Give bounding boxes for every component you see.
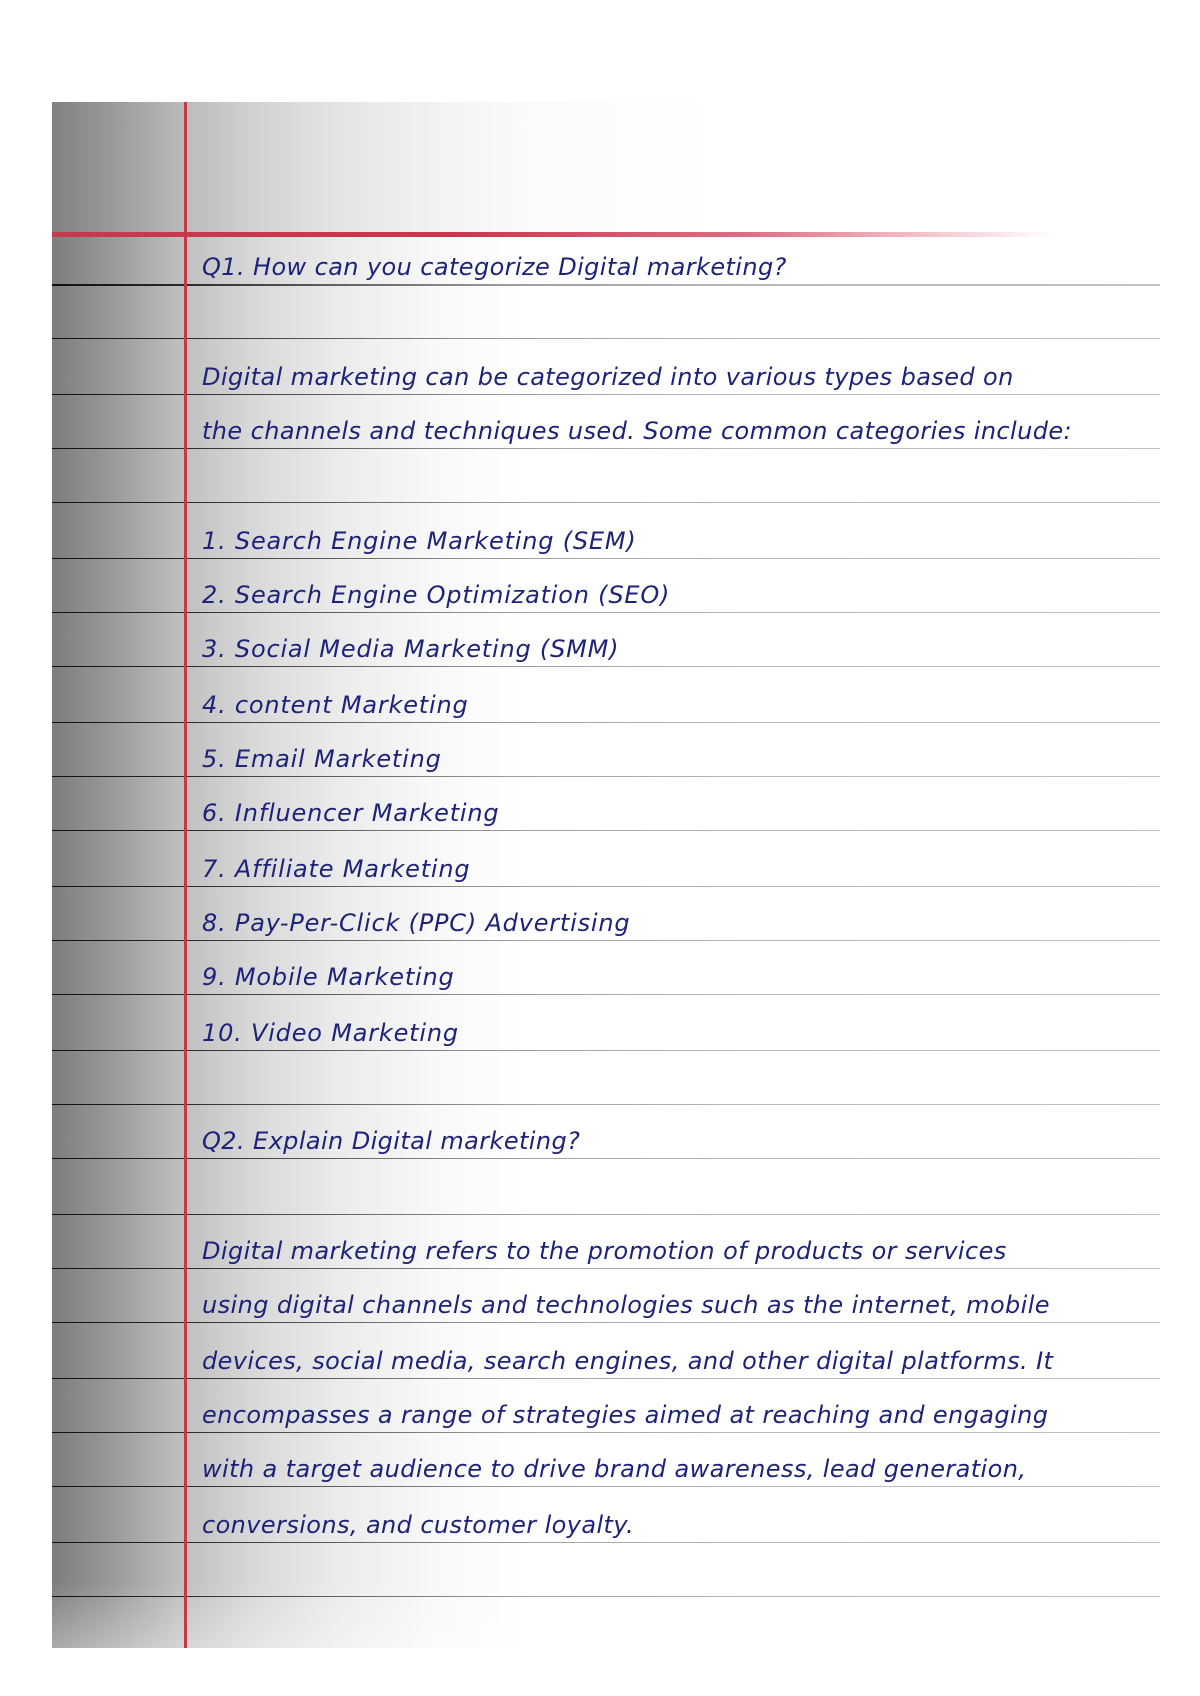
rule-line xyxy=(52,1542,1160,1543)
rule-line xyxy=(52,994,1160,995)
rule-line xyxy=(52,502,1160,503)
rule-line xyxy=(52,612,1160,613)
category-list-item: 5. Email Marketing xyxy=(202,745,442,773)
category-list-item: 3. Social Media Marketing (SMM) xyxy=(202,635,620,663)
rule-line xyxy=(52,1050,1160,1051)
category-list-item: 10. Video Marketing xyxy=(202,1019,459,1047)
rule-line xyxy=(52,1596,1160,1597)
rule-line xyxy=(52,1486,1160,1487)
category-list-item: 7. Affiliate Marketing xyxy=(202,855,471,883)
rule-line xyxy=(52,338,1160,339)
question-1-heading: Q1. How can you categorize Digital marketing? xyxy=(202,253,787,281)
answer-2-line: encompasses a range of strategies aimed at reaching and engaging xyxy=(202,1401,1049,1429)
page-top-shade xyxy=(52,102,1160,232)
category-list-item: 9. Mobile Marketing xyxy=(202,963,455,991)
rule-line xyxy=(52,722,1160,723)
answer-2-line: devices, social media, search engines, and other digital platforms. It xyxy=(202,1347,1054,1375)
category-list-item: 6. Influencer Marketing xyxy=(202,799,500,827)
rule-line xyxy=(52,886,1160,887)
rule-line xyxy=(52,1378,1160,1379)
rule-line xyxy=(52,940,1160,941)
rule-line xyxy=(52,1158,1160,1159)
rule-line xyxy=(52,558,1160,559)
notebook-page xyxy=(52,102,1160,1648)
left-margin-line xyxy=(184,102,187,1648)
rule-line xyxy=(52,284,1160,286)
category-list-item: 8. Pay-Per-Click (PPC) Advertising xyxy=(202,909,631,937)
answer-2-line: conversions, and customer loyalty. xyxy=(202,1511,635,1539)
rule-line xyxy=(52,448,1160,449)
category-list-item: 2. Search Engine Optimization (SEO) xyxy=(202,581,671,609)
header-margin-line xyxy=(52,232,1160,237)
answer-2-line: using digital channels and technologies such as the internet, mobile xyxy=(202,1291,1050,1319)
rule-line xyxy=(52,1214,1160,1215)
rule-line xyxy=(52,394,1160,395)
category-list-item: 4. content Marketing xyxy=(202,691,469,719)
rule-line xyxy=(52,1322,1160,1323)
answer-2-line: Digital marketing refers to the promotion of products or services xyxy=(202,1237,1007,1265)
answer-2-line: with a target audience to drive brand awareness, lead generation, xyxy=(202,1455,1027,1483)
rule-line xyxy=(52,776,1160,777)
answer-1-line: Digital marketing can be categorized into various types based on xyxy=(202,363,1014,391)
rule-line xyxy=(52,1104,1160,1105)
rule-line xyxy=(52,666,1160,667)
rule-line xyxy=(52,830,1160,831)
rule-line xyxy=(52,1432,1160,1433)
question-2-heading: Q2. Explain Digital marketing? xyxy=(202,1127,581,1155)
answer-1-line: the channels and techniques used. Some common categories include: xyxy=(202,417,1072,445)
category-list-item: 1. Search Engine Marketing (SEM) xyxy=(202,527,637,555)
rule-line xyxy=(52,1268,1160,1269)
